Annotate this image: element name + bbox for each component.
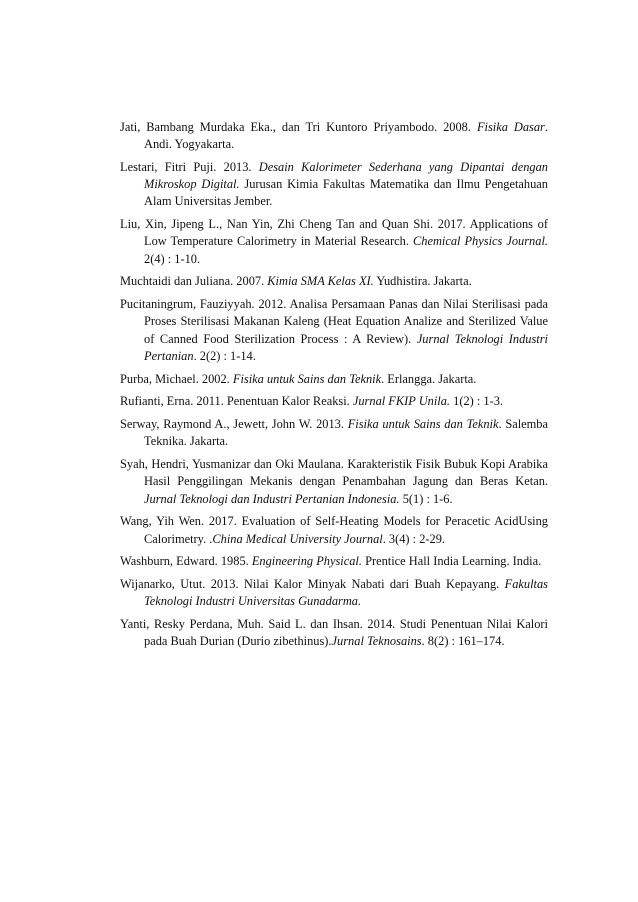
reference-text: Lestari, Fitri Puji. 2013.: [120, 160, 259, 174]
reference-entry: [120, 273, 548, 290]
reference-text: Muchtaidi dan Juliana. 2007.: [120, 274, 268, 289]
reference-text: Rufianti, Erna. 2011. Penentuan Kalor Reaksi.: [120, 394, 353, 409]
reference-entry: [120, 576, 548, 610]
reference-details: . Salemba Teknika. Jakarta.: [144, 417, 548, 449]
reference-title: Kimia SMA Kelas XI.: [267, 274, 374, 289]
reference-details: 1(2) : 1-3.: [450, 394, 504, 409]
reference-title: Jurnal Teknologi Industri Pertanian: [144, 331, 548, 363]
reference-details: . Andi. Yogyakarta.: [144, 120, 548, 152]
reference-text: Washburn, Edward. 1985.: [120, 554, 252, 569]
reference-entry: [120, 553, 548, 570]
reference-details: . 2(2) : 1-14.: [193, 348, 256, 363]
reference-title: Fisika Dasar: [476, 120, 545, 134]
reference-entry: [120, 456, 548, 508]
reference-title: Fisika untuk Sains dan Teknik: [232, 371, 382, 386]
reference-entry: [120, 296, 548, 365]
reference-details: 2(4) : 1-10.: [144, 251, 201, 266]
reference-details: 5(1) : 1-6.: [399, 491, 453, 506]
reference-details: Prentice Hall India Learning. India.: [361, 554, 542, 569]
reference-title: Chemical Physics Journal.: [412, 234, 548, 249]
reference-entry: [120, 393, 548, 410]
reference-text: Serway, Raymond A., Jewett, John W. 2013.: [120, 417, 348, 432]
reference-entry: [120, 216, 548, 268]
reference-entry: [120, 616, 548, 650]
reference-title: Fakultas Teknologi Industri Universitas Gunadarma.: [144, 577, 548, 609]
reference-title: Jurnal Teknologi dan Industri Pertanian Indonesia.: [144, 491, 400, 506]
reference-text: Wijanarko, Utut. 2013. Nilai Kalor Minyak Nabati dari Buah Kepayang.: [120, 577, 505, 592]
reference-text: Pucitaningrum, Fauziyyah. 2012. Analisa Persamaan Panas dan Nilai Sterilisasi pada Proses Sterilisasi Makanan Kaleng (Heat Equation Analize and Sterilized Value of Canned Food Sterilization Process : A Review).: [120, 297, 548, 346]
reference-text: Wang, Yih Wen. 2017. Evaluation of Self-Heating Models for Peracetic AcidUsing Calorimetry. .: [120, 514, 548, 546]
reference-details: . 8(2) : 161–174.: [421, 634, 505, 649]
reference-title: Jurnal FKIP Unila.: [352, 394, 451, 409]
reference-entry: [120, 416, 548, 450]
reference-title: Fisika untuk Sains dan Teknik: [347, 417, 499, 432]
reference-entry: [120, 159, 548, 211]
reference-entry: [120, 119, 548, 153]
reference-title: Engineering Physical.: [251, 554, 362, 569]
reference-text: Yanti, Resky Perdana, Muh. Said L. dan Ihsan. 2014. Studi Penentuan Nilai Kalori pada Buah Durian (Durio zibethinus).: [120, 617, 548, 649]
reference-text: Syah, Hendri, Yusmanizar dan Oki Maulana. Karakteristik Fisik Bubuk Kopi Arabika Hasil Penggilingan Mekanis dengan Penambahan Jagung dan Beras Ketan.: [120, 457, 548, 489]
reference-text: Purba, Michael. 2002.: [120, 371, 233, 386]
reference-details: Jurusan Kimia Fakultas Matematika dan Ilmu Pengetahuan Alam Universitas Jember.: [144, 177, 548, 209]
reference-details: Yudhistira. Jakarta.: [373, 274, 472, 289]
reference-text: Jati, Bambang Murdaka Eka., dan Tri Kuntoro Priyambodo. 2008.: [120, 120, 477, 134]
reference-title: Desain Kalorimeter Sederhana yang Dipantai dengan Mikroskop Digital.: [144, 160, 548, 192]
reference-title: China Medical University Journal: [212, 531, 383, 546]
reference-title: Jurnal Teknosains: [331, 634, 422, 649]
reference-entry: [120, 513, 548, 547]
reference-list: [120, 119, 548, 656]
reference-details: . 3(4) : 2-29.: [382, 531, 446, 546]
reference-entry: [120, 371, 548, 388]
reference-details: . Erlangga. Jakarta.: [381, 371, 477, 386]
reference-text: Liu, Xin, Jipeng L., Nan Yin, Zhi Cheng Tan and Quan Shi. 2017. Applications of Low Temperature Calorimetry in Material Research.: [120, 217, 548, 249]
